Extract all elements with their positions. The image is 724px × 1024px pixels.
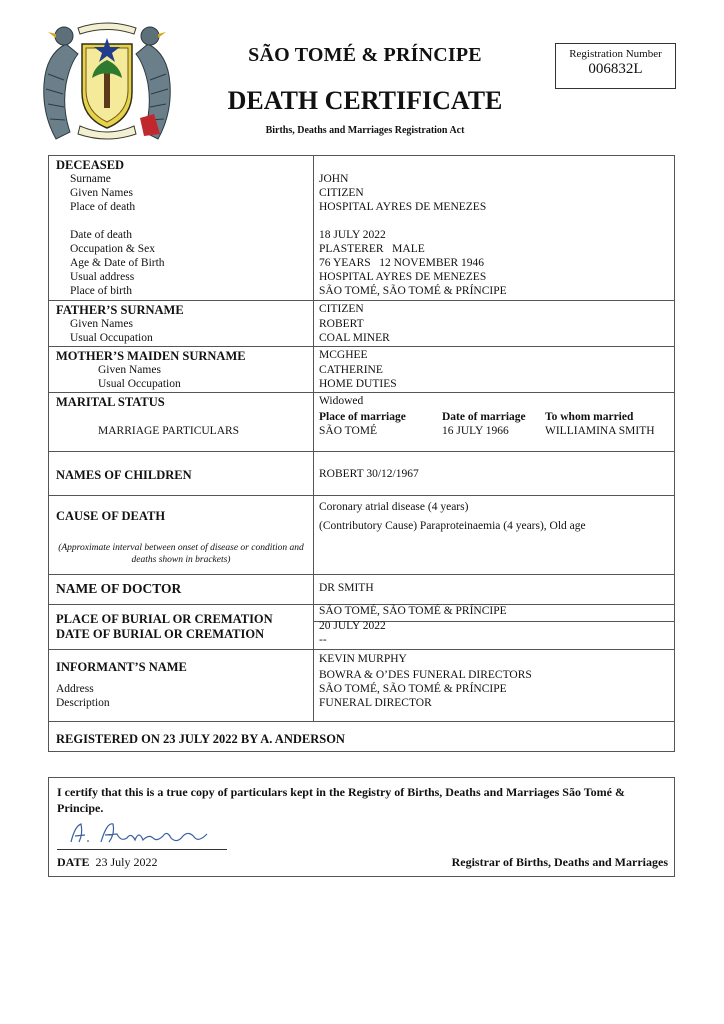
cause-contributory-value: (Contributory Cause) Paraproteinaemia (4 years), Old age bbox=[319, 520, 586, 532]
place-of-death-value: HOSPITAL AYRES DE MENEZES bbox=[319, 201, 487, 213]
column-divider bbox=[313, 156, 314, 574]
surname-value: JOHN bbox=[319, 173, 349, 185]
father-surname-value: CITIZEN bbox=[319, 303, 364, 315]
marriage-spouse-value: WILLIAMINA SMITH bbox=[545, 425, 655, 437]
row-divider bbox=[49, 451, 674, 452]
marriage-place-header: Place of marriage bbox=[319, 411, 406, 423]
surname-label: Surname bbox=[70, 173, 111, 185]
marriage-date-header: Date of marriage bbox=[442, 411, 526, 423]
informant-name-value: KEVIN MURPHY bbox=[319, 653, 407, 665]
occupation-sex-label: Occupation & Sex bbox=[70, 243, 155, 255]
mother-heading: MOTHER’S MAIDEN SURNAME bbox=[56, 349, 246, 363]
registered-statement: REGISTERED ON 23 JULY 2022 BY A. ANDERSON bbox=[56, 732, 345, 746]
date-of-death-value: 18 JULY 2022 bbox=[319, 229, 386, 241]
marital-status-heading: MARITAL STATUS bbox=[56, 395, 165, 409]
date-value: 23 July 2022 bbox=[95, 855, 158, 869]
mother-surname-value: MCGHEE bbox=[319, 349, 368, 361]
given-names-label: Given Names bbox=[70, 187, 133, 199]
father-occupation-value: COAL MINER bbox=[319, 332, 390, 344]
mother-given-names-label: Given Names bbox=[98, 364, 161, 376]
marriage-particulars-label: MARRIAGE PARTICULARS bbox=[98, 425, 240, 437]
burial-date-heading: DATE OF BURIAL OR CREMATION bbox=[56, 627, 265, 641]
row-divider bbox=[49, 392, 674, 393]
usual-address-label: Usual address bbox=[70, 271, 135, 283]
burial-place-heading: PLACE OF BURIAL OR CREMATION bbox=[56, 612, 273, 626]
certification-text: I certify that this is a true copy of particulars kept in the Registry of Births, Deaths and Marriages São Tomé & Principe. bbox=[57, 785, 625, 815]
row-divider bbox=[49, 346, 674, 347]
mother-given-names-value: CATHERINE bbox=[319, 364, 383, 376]
registration-box bbox=[555, 43, 676, 89]
informant-description-label: Description bbox=[56, 697, 110, 709]
given-names-value: CITIZEN bbox=[319, 187, 364, 199]
father-given-names-value: ROBERT bbox=[319, 318, 364, 330]
place-of-death-label: Place of death bbox=[70, 201, 136, 213]
row-divider bbox=[49, 495, 674, 496]
cause-of-death-heading: CAUSE OF DEATH bbox=[56, 509, 166, 523]
coat-of-arms-emblem bbox=[36, 14, 178, 142]
children-value: ROBERT 30/12/1967 bbox=[319, 468, 419, 480]
cause-interval-note: (Approximate interval between onset of disease or condition and deaths shown in brackets) bbox=[58, 543, 304, 565]
deceased-heading: DECEASED bbox=[56, 158, 125, 172]
age-dob-value: 76 YEARS 12 NOVEMBER 1946 bbox=[319, 257, 485, 269]
children-heading: NAMES OF CHILDREN bbox=[56, 468, 192, 482]
informant-description-value: FUNERAL DIRECTOR bbox=[319, 697, 432, 709]
row-divider bbox=[49, 574, 674, 575]
informant-heading: INFORMANT’S NAME bbox=[56, 660, 187, 674]
father-given-names-label: Given Names bbox=[70, 318, 133, 330]
cause-primary-value: Coronary atrial disease (4 years) bbox=[319, 501, 469, 513]
mother-occupation-label: Usual Occupation bbox=[98, 378, 181, 390]
usual-address-value: HOSPITAL AYRES DE MENEZES bbox=[319, 271, 487, 283]
registrar-title: Registrar of Births, Deaths and Marriages bbox=[451, 855, 668, 869]
place-of-birth-value: SÃO TOMÉ, SÃO TOMÉ & PRÍNCIPE bbox=[319, 285, 507, 297]
row-divider bbox=[49, 649, 674, 650]
registration-label: Registration Number bbox=[569, 48, 662, 60]
informant-address-label: Address bbox=[56, 683, 94, 695]
father-heading: FATHER’S SURNAME bbox=[56, 303, 184, 317]
informant-company-value: BOWRA & O’DES FUNERAL DIRECTORS bbox=[319, 669, 532, 681]
date-label: DATE bbox=[57, 855, 90, 869]
place-of-birth-label: Place of birth bbox=[70, 285, 132, 297]
marital-status-value: Widowed bbox=[319, 395, 364, 407]
marriage-place-value: SÃO TOMÉ bbox=[319, 425, 378, 437]
doctor-name-value: DR SMITH bbox=[319, 582, 374, 594]
column-divider bbox=[313, 574, 314, 721]
certification-date-row bbox=[57, 855, 157, 870]
doctor-heading: NAME OF DOCTOR bbox=[56, 581, 182, 596]
act-subtitle: Births, Deaths and Marriages Registration Act bbox=[265, 125, 465, 136]
marriage-date-value: 16 JULY 1966 bbox=[442, 425, 509, 437]
registrar-signature bbox=[61, 816, 231, 848]
row-divider bbox=[49, 721, 674, 722]
certification-box bbox=[48, 777, 675, 877]
signature-line bbox=[57, 849, 227, 850]
informant-address-value: SÃO TOMÉ, SÃO TOMÉ & PRÍNCIPE bbox=[319, 683, 507, 695]
row-divider bbox=[49, 300, 674, 301]
burial-place-value: SÃO TOMÉ, SÃO TOMÉ & PRÍNCIPE bbox=[319, 605, 507, 617]
date-of-death-label: Date of death bbox=[70, 229, 132, 241]
certificate-table bbox=[48, 155, 675, 752]
country-title: SÃO TOMÉ & PRÍNCIPE bbox=[248, 44, 482, 66]
occupation-sex-value: PLASTERER MALE bbox=[319, 243, 425, 255]
father-occupation-label: Usual Occupation bbox=[70, 332, 153, 344]
marriage-spouse-header: To whom married bbox=[545, 411, 634, 423]
mother-occupation-value: HOME DUTIES bbox=[319, 378, 397, 390]
burial-date-value: 20 JULY 2022 bbox=[319, 620, 386, 632]
document-title: DEATH CERTIFICATE bbox=[227, 86, 503, 115]
age-dob-label: Age & Date of Birth bbox=[70, 257, 165, 269]
registration-number: 006832L bbox=[588, 61, 643, 77]
burial-extra-value: -- bbox=[319, 634, 327, 646]
